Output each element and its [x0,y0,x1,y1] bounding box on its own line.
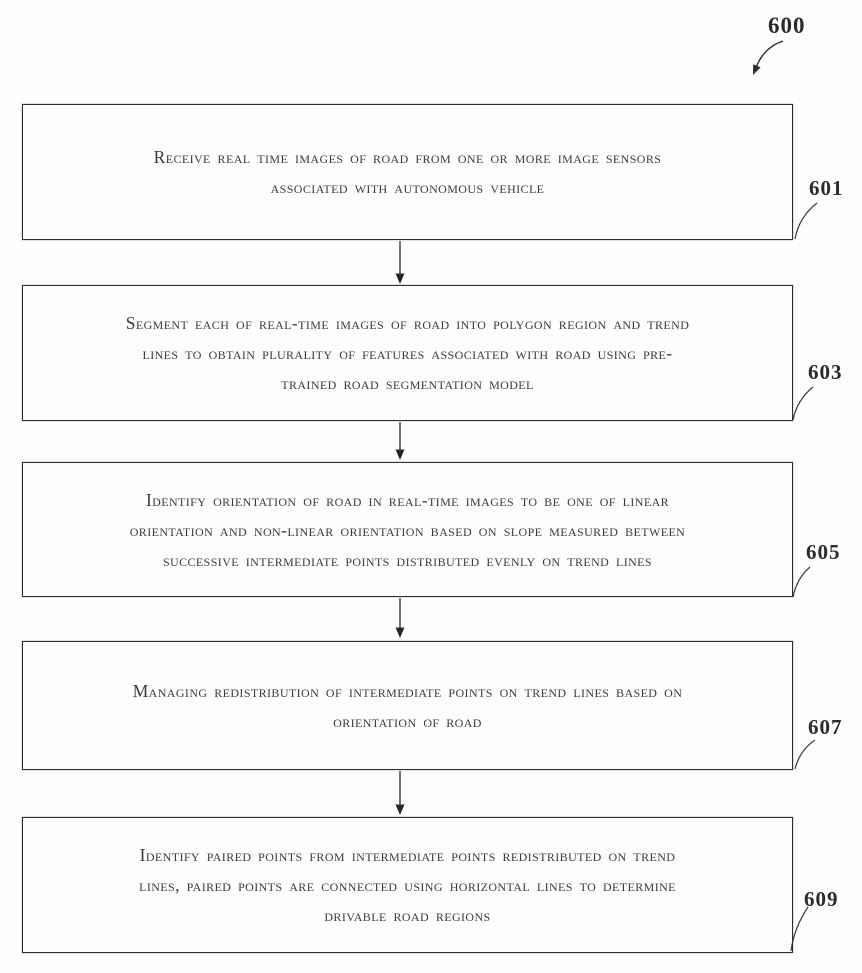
flow-step-box-receive-images [22,104,793,240]
flow-arrow-down-4-icon [396,771,405,815]
figure-number: 600 [768,13,806,38]
flow-step-box-segment-images [22,285,793,421]
step-text-line: lines to obtain plurality of features associated with road using pre- [142,343,673,363]
figure-number-arrow-icon [753,41,783,75]
flow-step-box-identify-paired-points [22,817,793,953]
step-reference-number-605: 605 [806,540,841,564]
flow-arrow-down-3-icon [396,598,405,638]
step-text-line: Identify orientation of road in real-time images to be one of linear [145,489,670,510]
step-text-line: Identify paired points from intermediate points redistributed on trend [139,845,676,865]
step-text-line: associated with autonomous vehicle [270,177,545,197]
leader-curve-609 [791,907,808,951]
step-text-line: drivable road regions [324,905,491,925]
step-reference-number-603: 603 [808,360,843,384]
step-text-line: successive intermediate points distributed evenly on trend lines [162,549,652,570]
step-reference-number-601: 601 [809,176,844,200]
leader-curve-605 [793,567,810,597]
step-text-line: Receive real time images of road from one or more image sensors [153,147,662,167]
leader-curve-603 [793,387,813,420]
flow-arrow-down-1-icon [396,241,405,284]
step-text-line: orientation of road [333,710,482,731]
leader-curve-607 [795,740,815,769]
flow-step-box-identify-orientation [22,462,793,597]
step-reference-number-609: 609 [804,887,839,911]
step-text-line: trained road segmentation model [281,373,534,393]
leader-curve-601 [795,203,817,239]
step-reference-number-607: 607 [808,715,843,739]
step-text-line: Managing redistribution of intermediate points on trend lines based on [132,680,683,701]
step-text-line: Segment each of real-time images of road into polygon region and trend [125,313,690,333]
flow-arrow-down-2-icon [396,422,405,460]
flow-step-box-manage-redistribution [22,641,793,770]
step-text-line: lines, paired points are connected using horizontal lines to determine [139,875,676,895]
step-text-line: orientation and non-linear orientation based on slope measured between [129,519,686,540]
